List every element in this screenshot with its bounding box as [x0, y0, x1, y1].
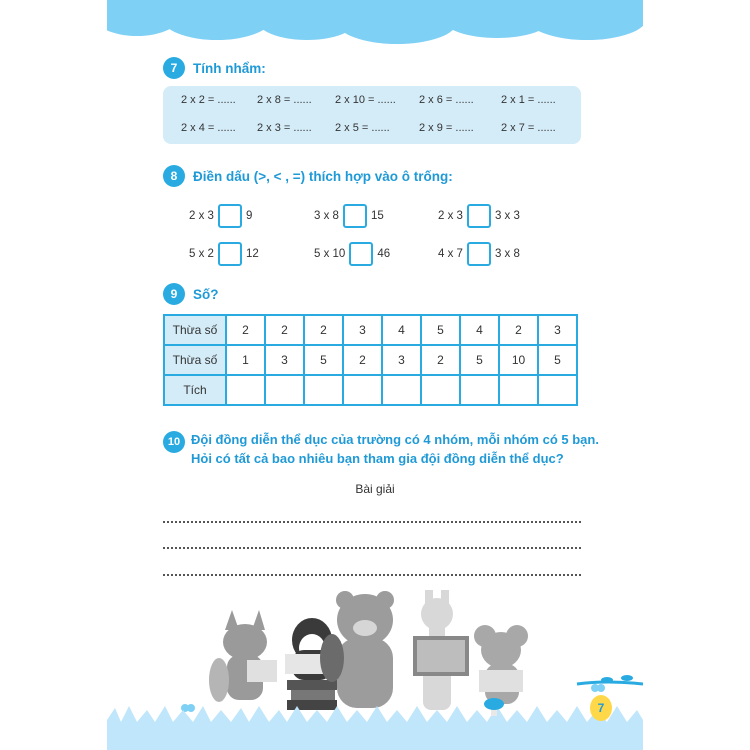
compare-right: 9	[245, 210, 253, 222]
table-cell: 2	[226, 315, 265, 345]
solution-label: Bài giải	[355, 482, 395, 496]
product-answer-cell[interactable]	[265, 375, 304, 405]
math-cell: 2 x 3 = ......	[257, 122, 312, 134]
product-answer-cell[interactable]	[304, 375, 343, 405]
product-answer-cell[interactable]	[226, 375, 265, 405]
math-cell: 2 x 7 = ......	[501, 122, 556, 134]
compare-left: 2 x 3	[438, 210, 463, 222]
exercise-title: Điền dấu (>, < , =) thích hợp vào ô trống:	[193, 168, 453, 184]
exercise-number-badge: 8	[163, 165, 185, 187]
table-row-factor-2	[164, 345, 577, 375]
compare-left: 2 x 3	[189, 210, 214, 222]
cloud-header	[107, 0, 643, 50]
math-cell: 2 x 10 = ......	[335, 94, 396, 106]
answer-box[interactable]	[218, 242, 242, 266]
compare-item	[438, 242, 520, 266]
compare-left: 5 x 10	[314, 248, 346, 260]
table-cell: 1	[226, 345, 265, 375]
table-cell: 3	[343, 315, 382, 345]
math-cell: 2 x 2 = ......	[181, 94, 236, 106]
workbook-page	[107, 0, 643, 750]
table-cell: 2	[421, 345, 460, 375]
product-answer-cell[interactable]	[538, 375, 577, 405]
compare-item	[189, 204, 252, 228]
compare-right: 3 x 3	[494, 210, 520, 222]
product-answer-cell[interactable]	[499, 375, 538, 405]
compare-left: 4 x 7	[438, 248, 463, 260]
exercise-title: Tính nhẩm:	[193, 60, 266, 76]
answer-box[interactable]	[343, 204, 367, 228]
math-cell: 2 x 4 = ......	[181, 122, 236, 134]
exercise-9-heading	[163, 283, 219, 305]
exercise-number-badge: 10	[163, 431, 185, 453]
table-cell: 5	[460, 345, 499, 375]
math-cell: 2 x 1 = ......	[501, 94, 556, 106]
exercise-8-heading	[163, 165, 453, 187]
table-cell: 2	[265, 315, 304, 345]
word-problem-line: Đội đồng diễn thể dục của trường có 4 nhóm, mỗi nhóm có 5 bạn.	[191, 432, 599, 447]
row-label: Thừa số	[164, 315, 226, 345]
compare-left: 3 x 8	[314, 210, 339, 222]
exercise-number-badge: 7	[163, 57, 185, 79]
exercise-title: Số?	[193, 286, 219, 302]
product-answer-cell[interactable]	[460, 375, 499, 405]
answer-line[interactable]	[163, 521, 581, 523]
table-cell: 5	[304, 345, 343, 375]
math-cell: 2 x 9 = ......	[419, 122, 474, 134]
answer-box[interactable]	[467, 242, 491, 266]
product-answer-cell[interactable]	[382, 375, 421, 405]
exercise-7-heading	[163, 57, 266, 79]
answer-line[interactable]	[163, 547, 581, 549]
table-row-product	[164, 375, 577, 405]
product-answer-cell[interactable]	[421, 375, 460, 405]
page-number: 7	[597, 701, 605, 715]
table-cell: 2	[499, 315, 538, 345]
answer-line[interactable]	[163, 574, 581, 576]
compare-item	[189, 242, 259, 266]
table-cell: 2	[304, 315, 343, 345]
math-cell: 2 x 5 = ......	[335, 122, 390, 134]
compare-left: 5 x 2	[189, 248, 214, 260]
compare-right: 46	[377, 248, 391, 260]
product-answer-cell[interactable]	[343, 375, 382, 405]
row-label: Thừa số	[164, 345, 226, 375]
animals-reading-illustration	[107, 580, 643, 750]
table-cell: 3	[265, 345, 304, 375]
word-problem-line: Hỏi có tất cả bao nhiêu bạn tham gia đội đồng diễn thể dục?	[191, 451, 564, 466]
compare-right: 3 x 8	[494, 248, 520, 260]
answer-box[interactable]	[349, 242, 373, 266]
table-cell: 2	[343, 345, 382, 375]
table-cell: 10	[499, 345, 538, 375]
word-problem	[191, 430, 631, 468]
compare-item	[314, 242, 390, 266]
compare-item	[438, 204, 520, 228]
compare-right: 12	[245, 248, 259, 260]
exercise-number-badge: 9	[163, 283, 185, 305]
compare-right: 15	[370, 210, 384, 222]
table-cell: 3	[382, 345, 421, 375]
table-cell: 5	[421, 315, 460, 345]
answer-box[interactable]	[467, 204, 491, 228]
answer-box[interactable]	[218, 204, 242, 228]
multiplication-table	[163, 314, 578, 406]
compare-item	[314, 204, 384, 228]
table-cell: 3	[538, 315, 577, 345]
math-cell: 2 x 6 = ......	[419, 94, 474, 106]
table-cell: 4	[382, 315, 421, 345]
mental-math-panel	[163, 86, 581, 144]
table-cell: 4	[460, 315, 499, 345]
table-cell: 5	[538, 345, 577, 375]
math-cell: 2 x 8 = ......	[257, 94, 312, 106]
table-row-factor-1	[164, 315, 577, 345]
row-label: Tích	[164, 375, 226, 405]
